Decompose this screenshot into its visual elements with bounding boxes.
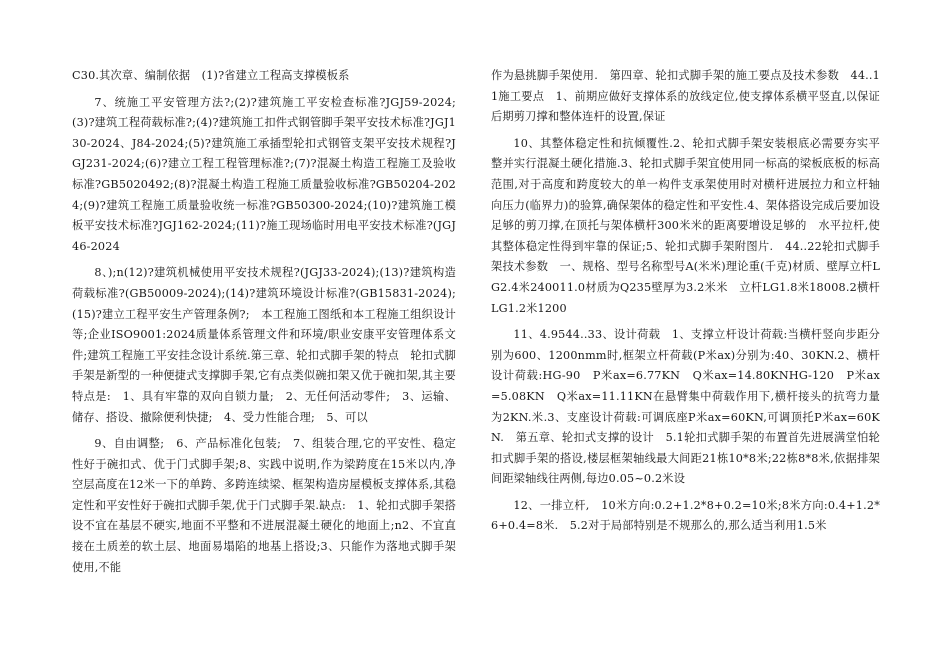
left-paragraph-1: C30.其次章、编制依据 (1)?省建立工程高支撑模板系 — [72, 69, 350, 82]
right-paragraph-2: 10、其整体稳定性和抗倾覆性.2、轮扣式脚手架安装根底必需要夯实平整并实行混凝土硬化措施.3、轮扣式脚手架宜使用同一标高的梁板底板的标高范围,对于高度和跨度较大的单一构件支承架使用时对横杆进展拉力和立杆轴向压力(临界力)的验算,确保架体的稳定性和平安性.4、架体搭设完成后要加设足够的剪刀撑,在顶托与架体横杆300米米的距离要增设足够的 水平拉杆,使其整体稳定性得到牢靠的保证;5、轮扣式脚手架附图片. 44..22轮扣式脚手架技术参数 一、规格、型号名称型号A(米米)理论重(千克)材质、壁厚立杆LG2.4米240011.0材质为Q235壁厚为3.2米米 立杆LG1.8米18008.2横杆LG1.2米1200 — [491, 136, 880, 315]
right-paragraph-3: 11、4.9544..33、设计荷载 1、支撑立杆设计荷载:当横杆竖向步距分别为600、1200nmm时,框架立杆荷载(P米ax)分别为:40、30KN.2、横杆设计荷载:HG-90 P米ax=6.77KN Q米ax=14.80KNHG-120 P米ax=5.08KN Q米ax=11.11KN在悬臂集中荷载作用下,横杆接头的抗弯力量为2KN.米.3、支座设计荷载:可调底座P米ax=60KN,可调顶托P米ax=60KN. 第五章、轮扣式支撑的设计 5.1轮扣式脚手架的布置首先进展满堂怕轮扣式脚手架的搭设,楼层框架轴线最大间距21栋10*8米;22栋8*8米,依据排架间距梁轴线往两侧,每边0.05~0.2米设 — [491, 328, 880, 486]
right-column — [491, 66, 880, 543]
right-paragraph-1: 作为悬挑脚手架使用. 第四章、轮扣式脚手架的施工要点及技术参数 44..11施工要点 1、前期应做好支撑体系的放线定位,使支撑体系横平竖直,以保证后期剪刀撑和整体连杆的设置,保证 — [491, 69, 880, 124]
right-paragraph-4: 12、一排立杆, 10米方向:0.2+1.2*8+0.2=10米;8米方向:0.4+1.2*6+0.4=8米. 5.2对于局部特别是不规那么的,那么适当利用1.5米 — [491, 498, 880, 533]
left-column — [72, 66, 456, 584]
left-paragraph-3: 8、);n(12)?建筑机械使用平安技术规程?(JGJ33-2024);(13)?建筑构造荷载标准?(GB50009-2024);(14)?建筑环境设计标准?(GB15831-2024);(15)?建立工程平安生产管理条例?; 本工程施工图纸和本工程施工组织设计等;企业ISO9001:2024质量体系管理文件和环境/职业安康平安管理体系文件;建筑工程施工平安挂念设计系统.第三章、轮扣式脚手架的特点 轮扣式脚手架是新型的一种便捷式支撑脚手架,它有点类似碗扣架又优于碗扣架,其主要特点是: 1、具有牢靠的双向自锁力量; 2、无任何活动零件; 3、运输、储存、搭设、撤除便利快捷; 4、受力性能合理; 5、可以 — [72, 266, 456, 424]
left-paragraph-2: 7、统施工平安管理方法?;(2)?建筑施工平安检查标准?JGJ59-2024;(3)?建筑工程荷载标准?;(4)?建筑施工扣件式钢管脚手架平安技术标准?JGJ130-2024、J84-2024;(5)?建筑施工承插型轮扣式钢管支架平安技术规程?JGJ231-2024;(6)?建立工程工程管理标准?;(7)?混凝土构造工程施工及验收标准?GB5020492;(8)?混凝土构造工程施工质量验收标准?GB50204-2024;(9)?建筑工程施工质量验收统一标准?GB50300-2024;(10)?建筑施工模板平安技术标准?JGJ162-2024;(11)?施工现场临时用电平安技术标准?(JGJ46-2024 — [72, 95, 456, 253]
left-paragraph-4: 9、自由调整; 6、产品标准化包装; 7、组装合理,它的平安性、稳定性好于碗扣式、优于门式脚手架;8、实践中说明,作为梁跨度在15米以内,净空层高度在12米一下的单跨、多跨连续梁、框架构造房屋模板支撑体系,其稳定性和平安性好于碗扣式脚手架,优于门式脚手架.缺点: 1、轮扣式脚手架搭设不宜在基层不硬实,地面不平整和不进展混凝土硬化的地面上;n2、不宜直接在土质差的软土层、地面易塌陷的地基上搭设;3、只能作为落地式脚手架使用,不能 — [72, 437, 456, 574]
